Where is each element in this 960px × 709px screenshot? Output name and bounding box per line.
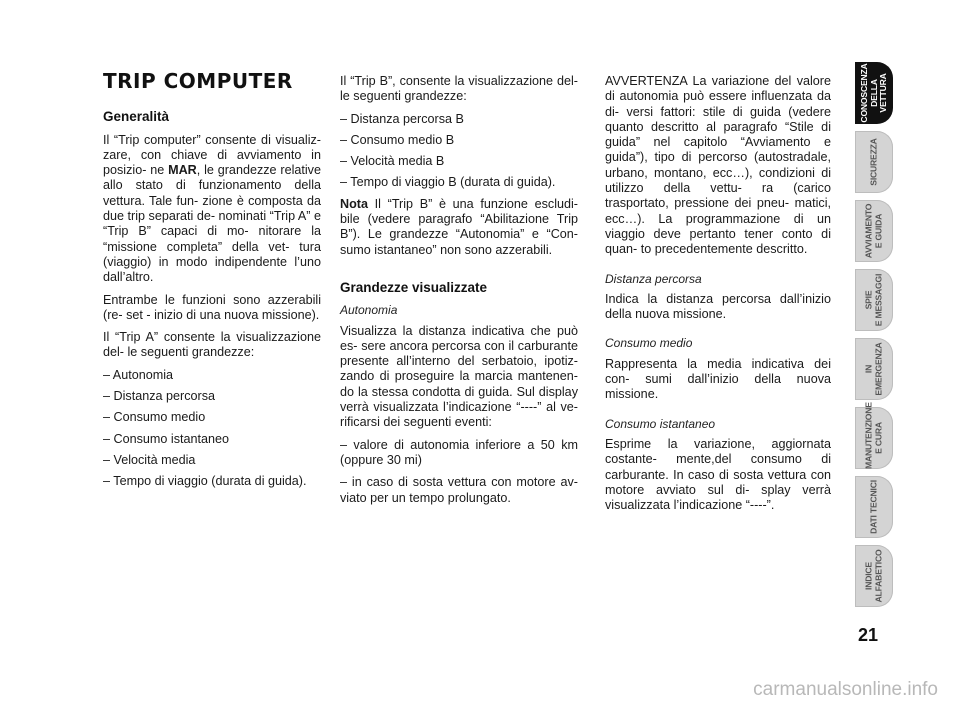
watermark: carmanualsonline.info xyxy=(753,679,938,700)
list-item: – Velocità media xyxy=(103,452,196,467)
note-label: Nota xyxy=(340,196,368,211)
paragraph-autonomia: Visualizza la distanza indicativa che può es- sere ancora percorsa con il carburante presente all’interno del serbatoio, ipotiz- zando di proseguire la marcia mantenen- do la stessa condotta di guida. Sul display verrà visualizzata l’indicazione “----” al ve- rificarsi dei seguenti eventi: xyxy=(340,323,578,430)
subheading-consumo-istantaneo: Consumo istantaneo xyxy=(605,416,716,431)
paragraph-reset: Entrambe le funzioni sono azzerabili (re- set - inizio di una nuova missione). xyxy=(103,292,321,322)
section-heading-generalita: Generalità xyxy=(103,109,170,125)
tab-label: IN EMERGENZA xyxy=(863,342,883,396)
paragraph-event-1: – valore di autonomia inferiore a 50 km (oppure 30 mi) xyxy=(340,437,578,467)
subheading-autonomia: Autonomia xyxy=(340,303,398,318)
list-item: – Consumo medio B xyxy=(340,132,455,147)
tab-conoscenza-della-vettura[interactable] xyxy=(855,62,893,124)
tab-spie-e-messaggi[interactable] xyxy=(855,269,893,331)
tab-label: DATI TECNICI xyxy=(868,480,879,534)
list-item: – Velocità media B xyxy=(340,154,445,169)
list-item: – Tempo di viaggio B (durata di guida). xyxy=(340,175,556,190)
tab-label: AVVIAMENTO E GUIDA xyxy=(863,203,883,259)
subheading-distanza: Distanza percorsa xyxy=(605,271,702,286)
note-paragraph xyxy=(340,197,578,258)
paragraph-trip-a: Il “Trip A” consente la visualizzazione del- le seguenti grandezze: xyxy=(103,330,321,360)
note-text: Il “Trip B” è una funzione escludi- bile (vedere paragrafo “Abilitazione Trip B”). Le grandezze “Autonomia” e “Con- sumo istantaneo” non sono azzerabili. xyxy=(340,196,578,257)
list-item: – Consumo medio xyxy=(103,410,206,425)
column-left xyxy=(103,69,321,496)
paragraph-event-2: – in caso di sosta vettura con motore av- viato per un tempo prolungato. xyxy=(340,475,578,505)
paragraph-distanza: Indica la distanza percorsa dall’inizio della nuova missione. xyxy=(605,291,831,322)
list-item: – Tempo di viaggio (durata di guida). xyxy=(103,474,307,489)
list-item: – Consumo istantaneo xyxy=(103,431,230,446)
list-item: – Distanza percorsa B xyxy=(340,111,464,126)
paragraph-trip-b: Il “Trip B”, consente la visualizzazione del- le seguenti grandezze: xyxy=(340,74,578,104)
paragraph-intro-text-a: Il “Trip computer” consente di visualiz- zare, con chiave di avviamento in posizio- ne xyxy=(103,132,321,178)
tab-label: SPIE E MESSAGGI xyxy=(863,273,883,327)
tab-label: CONOSCENZA DELLA VETTURA xyxy=(858,63,888,123)
tab-avviamento-e-guida[interactable] xyxy=(855,200,893,262)
column-right xyxy=(605,74,831,520)
tab-manutenzione-e-cura[interactable] xyxy=(855,402,893,469)
section-heading-grandezze: Grandezze visualizzate xyxy=(340,279,488,295)
list-item: – Autonomia xyxy=(103,367,174,382)
key-position-mar: MAR xyxy=(168,163,197,178)
tab-dati-tecnici[interactable] xyxy=(855,476,893,538)
tab-label: SICUREZZA xyxy=(868,138,879,186)
column-middle xyxy=(340,74,578,513)
tab-label: MANUTENZIONE E CURA xyxy=(863,402,883,469)
tab-in-emergenza[interactable] xyxy=(855,338,893,400)
paragraph-consumo-medio: Rappresenta la media indicativa dei con- sumi dall’inizio della nuova missione. xyxy=(605,356,831,402)
paragraph-intro-text-b: , le grandezze relative allo stato di funzionamento della vettura. Tale fun- zione è composta da due trip separati de- nominati “Trip A” e “Trip B” capaci di mo- nitorare la “missione completa” della vet- tura (viaggio) in modo indipendente l’uno dall’altro. xyxy=(103,163,321,285)
page-title: TRIP COMPUTER xyxy=(103,69,293,93)
list-item: – Distanza percorsa xyxy=(103,389,215,404)
tab-sicurezza[interactable] xyxy=(855,131,893,193)
tab-label: INDICE ALFABETICO xyxy=(863,549,883,603)
tab-indice-alfabetico[interactable] xyxy=(855,545,893,607)
paragraph-consumo-istantaneo: Esprime la variazione, aggiornata costante- mente,del consumo di carburante. In caso di sosta vettura con motore avviato sul di- splay verrà visualizzata l’indicazione “----”. xyxy=(605,436,831,513)
page-number: 21 xyxy=(858,625,879,645)
paragraph-intro xyxy=(103,133,321,286)
subheading-consumo-medio: Consumo medio xyxy=(605,336,693,351)
warning-paragraph: AVVERTENZA La variazione del valore di autonomia può essere influenzata da di- versi fattori: stile di guida (vedere quanto descritto al paragrafo “Stile di guida” nel capitolo “Avviamento e guida”), tipo di percorso (autostradale, urbano, montano, ecc…), condizioni di utilizzo della vettu- ra (carico trasportato, pressione dei pneu- matici, ecc…). La programmazione di un viaggio deve pertanto tener conto di quan- to precedentemente descritto. xyxy=(605,74,831,257)
